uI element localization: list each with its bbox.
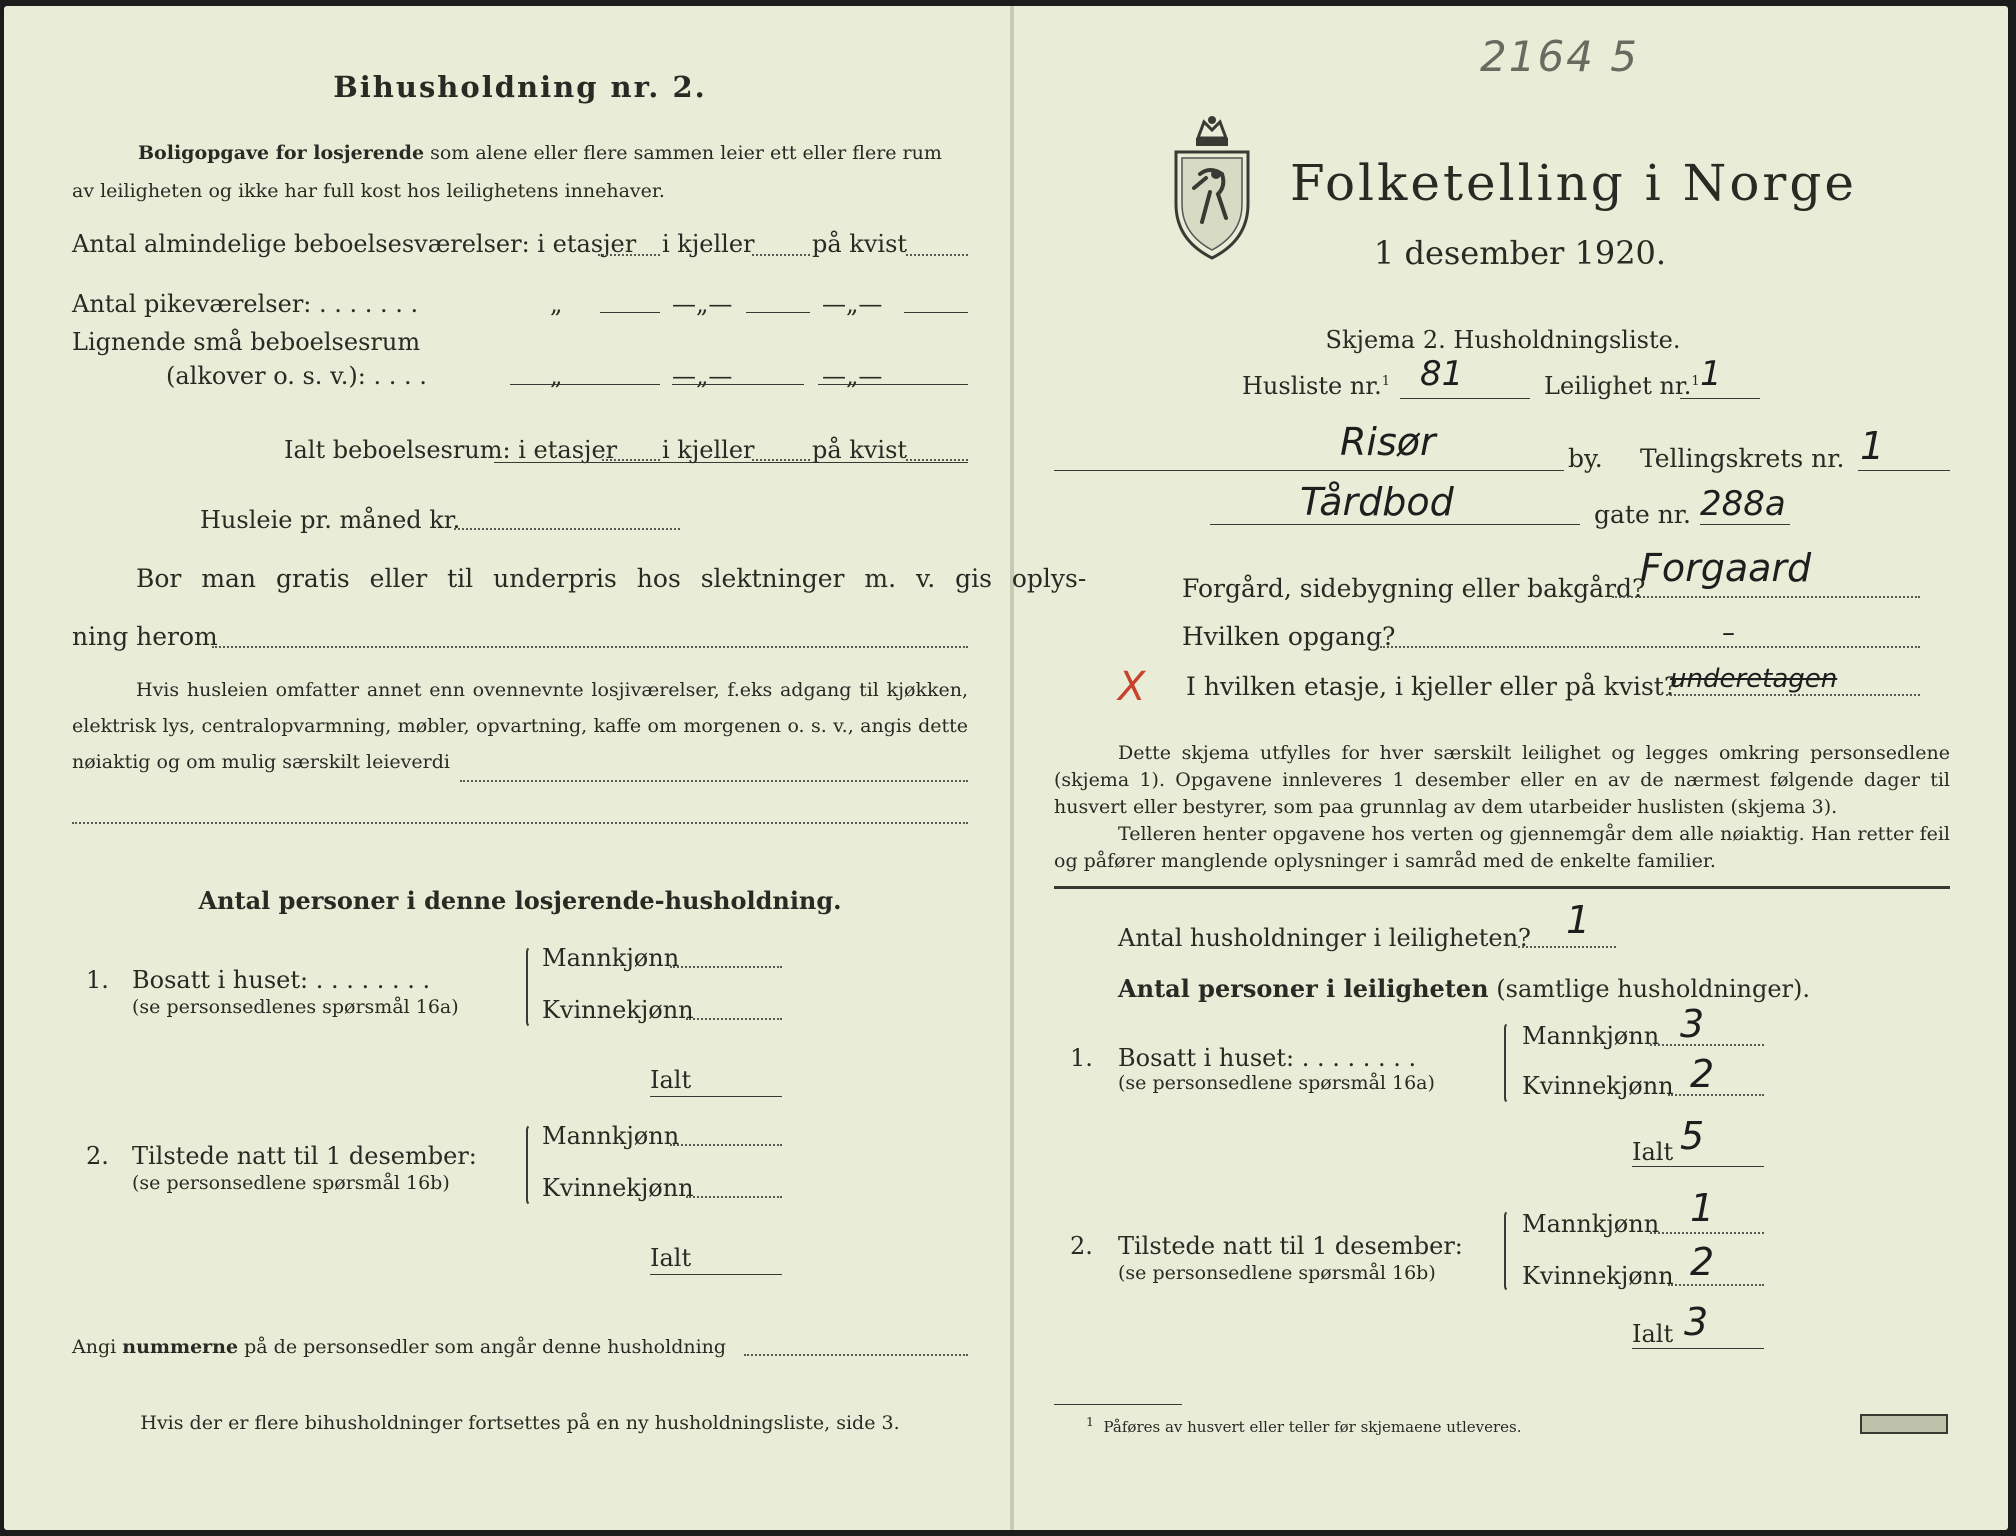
right-q2-male-field[interactable] (1650, 1232, 1764, 1234)
left-q2-number: 2. (86, 1142, 109, 1170)
archive-number: 2164 5 (1480, 32, 1639, 81)
right-q2-total-field[interactable] (1632, 1348, 1764, 1349)
right-q2-sub: (se personsedlene spørsmål 16b) (1118, 1262, 1436, 1284)
rooms-label: Antal almindelige beboelsesværelser: i etasjer (72, 230, 637, 258)
alcoves-ditto-2: —„— (672, 362, 733, 390)
includes-field-2[interactable] (72, 822, 968, 824)
yard-label: Forgård, sidebygning eller bakgård? (1182, 574, 1646, 603)
page-fold (1010, 6, 1014, 1530)
total-rooms-attic-field[interactable] (906, 459, 968, 461)
maids-ditto-1: „ (550, 290, 563, 318)
alcoves-basement-field[interactable] (672, 384, 804, 385)
total-rooms-label: Ialt beboelsesrum: i etasjer (284, 436, 618, 464)
rooms-attic-field[interactable] (906, 254, 968, 256)
city-label: by. (1568, 444, 1603, 473)
numbers-line: Angi nummerne på de personsedler som angår denne husholdning (72, 1336, 727, 1358)
left-q2-bracket (526, 1124, 538, 1206)
footnote: $^1$ Påføres av husvert eller teller før skjemaene utleveres. (1086, 1414, 1522, 1436)
left-q2-sub: (se personsedlene spørsmål 16b) (132, 1172, 450, 1194)
rooms-basement-label: i kjeller (662, 230, 755, 258)
district-value: 1 (1860, 424, 1885, 468)
form-date: 1 desember 1920. (1373, 234, 1667, 272)
continue-note: Hvis der er flere bihusholdninger fortsettes på en ny husholdningsliste, side 3. (140, 1412, 900, 1434)
floor-value: underetagen (1670, 664, 1838, 694)
alcoves-ditto-3: —„— (822, 362, 883, 390)
includes-text: Hvis husleien omfatter annet enn ovennevnte losjiværelser, f.eks adgang til kjøkken, elektrisk lys, centralopvarmning, møbler, opvartning, kaffe om morgenen o. s. v., angis dette nøiaktig og om mulig særskilt leieverdi (72, 679, 968, 773)
free-text-line-2: ning herom (72, 622, 218, 651)
right-q2-female-value: 2 (1690, 1240, 1715, 1284)
printer-stamp (1860, 1414, 1948, 1434)
right-q1-total-label: Ialt (1632, 1138, 1674, 1166)
rent-label: Husleie pr. måned kr. (200, 506, 461, 534)
left-q1-total-field[interactable] (650, 1096, 782, 1097)
house-list-label: Husliste nr.$^1$ (1242, 372, 1391, 400)
right-q2-bracket (1504, 1210, 1516, 1292)
left-q1-male-label: Mannkjønn (542, 944, 680, 972)
right-q1-total-field[interactable] (1632, 1166, 1764, 1167)
left-q1-label: Bosatt i huset: . . . . . . . . (132, 966, 431, 994)
district-label: Tellingskrets nr. (1640, 444, 1845, 473)
right-q1-bracket (1504, 1022, 1516, 1104)
apartment-value: 1 (1700, 354, 1722, 394)
right-q1-number: 1. (1070, 1044, 1093, 1072)
floor-label: I hvilken etasje, i kjeller eller på kvist? (1186, 672, 1678, 701)
street-value: Tårdbod (1300, 480, 1454, 524)
street-number-field[interactable] (1700, 524, 1790, 525)
total-rooms-attic-label: på kvist (812, 436, 908, 464)
yard-value: Forgaard (1640, 546, 1812, 590)
floor-field[interactable] (1666, 694, 1920, 696)
street-number-value: 288a (1700, 484, 1786, 524)
right-q2-male-label: Mannkjønn (1522, 1210, 1660, 1238)
right-q2-female-field[interactable] (1668, 1284, 1764, 1286)
left-q1-female-label: Kvinnekjønn (542, 996, 694, 1024)
schema-name: Skjema 2. Husholdningsliste. (1325, 326, 1681, 354)
right-q1-male-label: Mannkjønn (1522, 1022, 1660, 1050)
maids-attic-field[interactable] (904, 312, 968, 313)
right-persons-heading: Antal personer i leiligheten (samtlige husholdninger). (1118, 974, 1811, 1003)
households-value: 1 (1566, 898, 1591, 942)
left-q1-total-label: Ialt (650, 1066, 692, 1094)
apartment-label: Leilighet nr.$^1$ (1544, 372, 1700, 400)
right-q1-male-field[interactable] (1650, 1044, 1764, 1046)
left-q2-female-label: Kvinnekjønn (542, 1174, 694, 1202)
apartment-field[interactable] (1680, 398, 1760, 399)
city-field[interactable] (1054, 470, 1564, 471)
entrance-field[interactable] (1380, 646, 1920, 648)
right-q1-male-value: 3 (1680, 1002, 1705, 1046)
norway-coat-of-arms-icon (1166, 112, 1258, 262)
instructions-2: Telleren henter opgavene hos verten og gjennemgår dem alle nøiaktig. Han retter feil og påfører manglende oplysninger i samråd med de enkelte familier. (1054, 823, 1950, 872)
street-field[interactable] (1210, 524, 1580, 525)
maids-ditto-3: —„— (822, 290, 883, 318)
house-list-value: 81 (1420, 354, 1464, 394)
entrance-value: – (1722, 618, 1735, 648)
floor-check-mark: X (1118, 664, 1146, 710)
yard-field[interactable] (1612, 596, 1920, 598)
left-q1-female-field[interactable] (686, 1018, 782, 1020)
instructions-1: Dette skjema utfylles for hver særskilt leilighet og legges omkring personsedlene (skjema 1). Opgavene innleveres 1 desember eller en av de nærmest følgende dager til husvert eller bestyrer, som paa grunnlag av dem utarbeider huslisten (skjema 3). (1054, 742, 1950, 818)
left-q1-male-field[interactable] (670, 966, 782, 968)
left-q2-total-label: Ialt (650, 1244, 692, 1272)
rooms-attic-label: på kvist (812, 230, 908, 258)
rooms-basement-field[interactable] (752, 254, 810, 256)
left-q1-sub: (se personsedlenes spørsmål 16a) (132, 996, 459, 1018)
alcoves-attic-field[interactable] (818, 384, 968, 385)
left-title: Bihusholdning nr. 2. (333, 70, 707, 104)
maids-basement-field[interactable] (746, 312, 810, 313)
city-value: Risør (1340, 420, 1436, 464)
left-q1-number: 1. (86, 966, 109, 994)
right-q1-sub: (se personsedlene spørsmål 16a) (1118, 1072, 1435, 1094)
section-divider (1054, 886, 1950, 889)
right-q1-female-field[interactable] (1668, 1094, 1764, 1096)
street-label: gate nr. (1594, 500, 1691, 529)
similar-rooms-label: Lignende små beboelsesrum (72, 328, 421, 356)
district-field[interactable] (1858, 470, 1950, 471)
right-q2-male-value: 1 (1690, 1186, 1715, 1230)
free-text-field[interactable] (212, 646, 968, 648)
intro-line-2: av leiligheten og ikke har full kost hos leilighetens innehaver. (72, 180, 665, 202)
right-q2-total-label: Ialt (1632, 1320, 1674, 1348)
house-list-field[interactable] (1400, 398, 1530, 399)
left-q2-total-field[interactable] (650, 1274, 782, 1275)
right-q2-number: 2. (1070, 1232, 1093, 1260)
total-rooms-basement-field[interactable] (752, 459, 810, 461)
households-label: Antal husholdninger i leiligheten? (1118, 924, 1531, 952)
alcoves-ditto-1: „ (550, 362, 563, 390)
maids-ditto-2: —„— (672, 290, 733, 318)
left-q2-male-field[interactable] (670, 1144, 782, 1146)
right-q1-label: Bosatt i huset: . . . . . . . . (1118, 1044, 1417, 1072)
right-q2-female-label: Kvinnekjønn (1522, 1262, 1674, 1290)
right-q2-total-value: 3 (1684, 1300, 1709, 1344)
form-title: Folketelling i Norge (1290, 154, 1857, 212)
left-q2-label: Tilstede natt til 1 desember: (132, 1142, 477, 1170)
maids-label: Antal pikeværelser: . . . . . . . (72, 290, 419, 318)
alcoves-label: (alkover o. s. v.): . . . . (166, 362, 427, 390)
right-q1-female-value: 2 (1690, 1052, 1715, 1096)
free-text-line-1: Bor man gratis eller til underpris hos slektninger m. v. gis oplys- (136, 564, 1087, 593)
rooms-floors-field[interactable] (598, 254, 660, 256)
left-q1-bracket (526, 946, 538, 1028)
total-rooms-floors-field[interactable] (602, 459, 660, 461)
footnote-rule (1054, 1404, 1182, 1405)
maids-floors-field[interactable] (600, 312, 660, 313)
rent-field[interactable] (454, 528, 680, 530)
right-q2-label: Tilstede natt til 1 desember: (1118, 1232, 1463, 1260)
includes-field[interactable] (460, 780, 968, 782)
entrance-label: Hvilken opgang? (1182, 622, 1396, 651)
left-q2-male-label: Mannkjønn (542, 1122, 680, 1150)
left-persons-heading: Antal personer i denne losjerende-husholdning. (198, 886, 842, 915)
total-rooms-basement-label: i kjeller (662, 436, 755, 464)
intro-line-1: Boligopgave for losjerende som alene eller flere sammen leier ett eller flere rum (138, 142, 942, 164)
numbers-field[interactable] (744, 1354, 968, 1356)
right-q1-female-label: Kvinnekjønn (1522, 1072, 1674, 1100)
right-q1-total-value: 5 (1680, 1114, 1705, 1158)
left-q2-female-field[interactable] (686, 1196, 782, 1198)
households-field[interactable] (1518, 946, 1616, 948)
alcoves-floors-field[interactable] (510, 384, 660, 385)
